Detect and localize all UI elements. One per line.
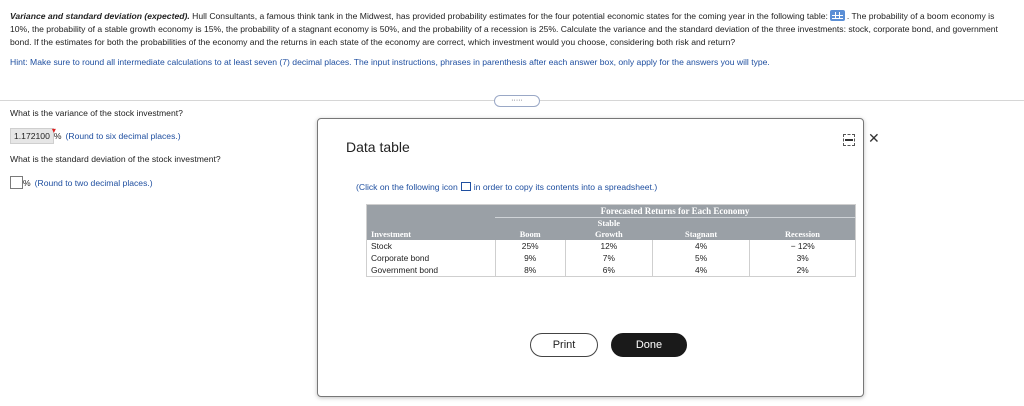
cell: 7% bbox=[565, 252, 652, 264]
data-table-icon[interactable] bbox=[830, 10, 845, 21]
table-corner bbox=[367, 205, 496, 218]
row-label: Stock bbox=[371, 241, 392, 251]
variance-unit: % bbox=[53, 131, 62, 141]
cell: 3% bbox=[750, 252, 856, 264]
data-table-dialog bbox=[317, 118, 880, 397]
table-row bbox=[367, 240, 856, 252]
copy-text-after: in order to copy its contents into a spreadsheet.) bbox=[473, 182, 658, 192]
table-corner-2 bbox=[367, 218, 496, 230]
cell: 8% bbox=[495, 264, 565, 277]
done-button[interactable]: Done bbox=[611, 333, 687, 357]
dialog-title: Data table bbox=[346, 139, 410, 155]
copy-spreadsheet-icon[interactable] bbox=[461, 182, 471, 191]
std-dev-round-note: (Round to two decimal places.) bbox=[34, 178, 153, 188]
cell: 2% bbox=[750, 264, 856, 277]
std-dev-answer-field[interactable] bbox=[10, 176, 23, 189]
answer-std-dev-row bbox=[10, 176, 153, 189]
header-stagnant: Stagnant bbox=[685, 230, 718, 239]
header-recession: Recession bbox=[784, 230, 820, 239]
copy-text-before: (Click on the following icon bbox=[356, 182, 458, 192]
row-label: Corporate bond bbox=[371, 253, 430, 263]
row-label: Government bond bbox=[371, 265, 439, 275]
copy-instructions bbox=[356, 182, 657, 192]
header-spacer-stagnant bbox=[652, 218, 750, 230]
variance-round-note: (Round to six decimal places.) bbox=[65, 131, 181, 141]
expand-more-button[interactable]: ····· bbox=[494, 95, 540, 107]
header-stable-line1: Stable bbox=[597, 219, 620, 228]
hint-text: Hint: Make sure to round all intermediate calculations to at least seven (7) decimal places. The input instructions, phrases in parenthesis after each answer box, only apply for the answers you will type. bbox=[10, 57, 770, 67]
question-std-dev: What is the standard deviation of the stock investment? bbox=[10, 154, 221, 164]
table-row bbox=[367, 264, 856, 277]
header-spacer-recession bbox=[750, 218, 856, 230]
print-button[interactable]: Print bbox=[530, 333, 598, 357]
problem-title: Variance and standard deviation (expected). bbox=[10, 11, 190, 21]
problem-text-part2: . The probability of a boom economy is 10%, the probability of a stable growth economy is 15%, the probability of a stagnant economy is 50%, and the probability of a recession is 25%. Calculate the variance and the standard deviation of the three investments: stock, corporate bond, and government bond. If the estimates for both the probabilities of the economy and the returns in each state of the economy are correct, which investment would you choose, considering both risk and return? bbox=[10, 11, 998, 47]
std-dev-unit: % bbox=[23, 178, 31, 188]
answer-variance-row bbox=[10, 128, 181, 144]
problem-text-part1: Hull Consultants, a famous think tank in the Midwest, has provided probability estimates for the four potential economic states for the coming year in the following table: bbox=[192, 11, 828, 21]
cell: 25% bbox=[495, 240, 565, 252]
cell: 5% bbox=[652, 252, 750, 264]
question-variance: What is the variance of the stock investment? bbox=[10, 108, 183, 118]
cell: 4% bbox=[652, 240, 750, 252]
close-icon[interactable]: ✕ bbox=[868, 130, 880, 146]
cell: − 12% bbox=[750, 240, 856, 252]
cell: 9% bbox=[495, 252, 565, 264]
problem-statement bbox=[10, 10, 1015, 49]
variance-answer-field[interactable] bbox=[10, 128, 54, 144]
minimize-icon[interactable] bbox=[843, 134, 855, 146]
header-investment: Investment bbox=[371, 230, 412, 239]
cell: 6% bbox=[565, 264, 652, 277]
header-spacer-boom bbox=[495, 218, 565, 230]
variance-answer-value: 1.172100 bbox=[14, 131, 50, 141]
table-row bbox=[367, 252, 856, 264]
table-caption: Forecasted Returns for Each Economy bbox=[495, 205, 856, 218]
header-growth: Growth bbox=[594, 230, 623, 239]
incorrect-flag-icon: ▾ bbox=[51, 126, 56, 135]
cell: 4% bbox=[652, 264, 750, 277]
cell: 12% bbox=[565, 240, 652, 252]
header-boom: Boom bbox=[519, 230, 541, 239]
returns-table bbox=[366, 204, 856, 277]
